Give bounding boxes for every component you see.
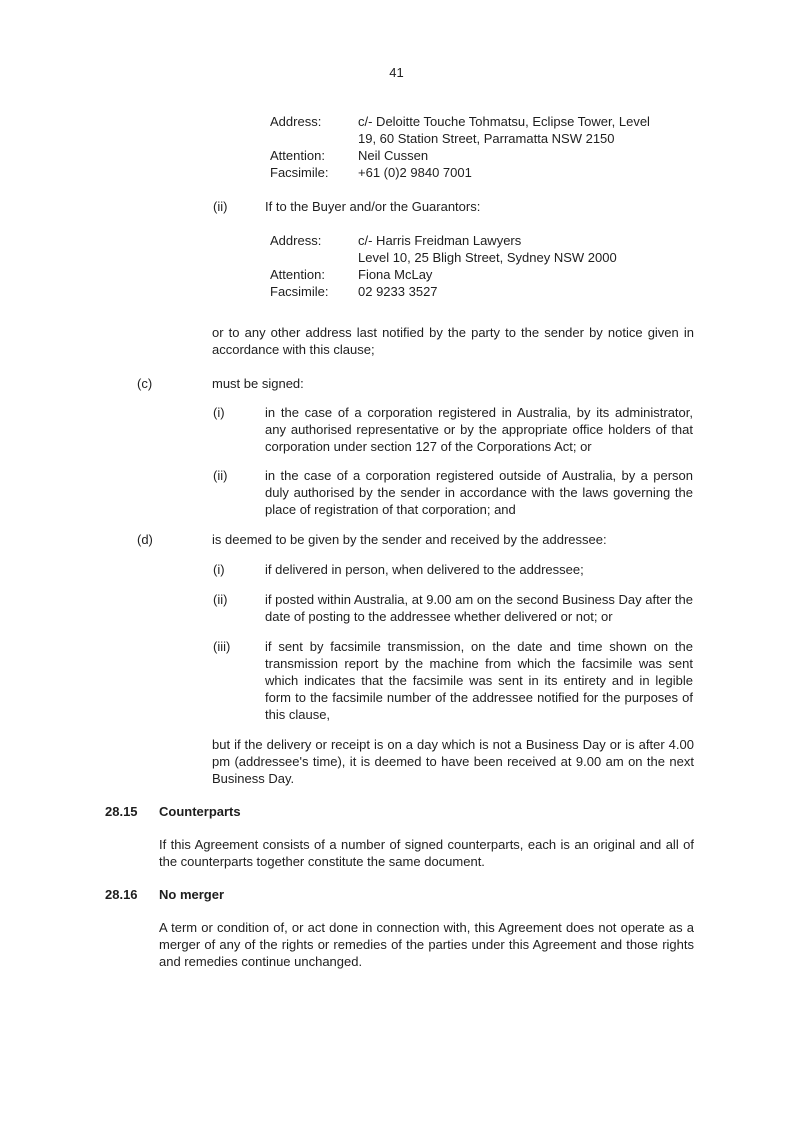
- attention-value: Fiona McLay: [358, 267, 433, 282]
- section-number: 28.16: [105, 887, 138, 902]
- clause-text: must be signed:: [212, 376, 304, 391]
- clause-c: [105, 375, 693, 392]
- clause-d-item-iii: [105, 638, 693, 723]
- notice-address-block-seller: [270, 113, 693, 181]
- address-label: [270, 249, 358, 266]
- section-title: No merger: [159, 887, 225, 902]
- list-text: in the case of a corporation registered outside of Australia, by a person duly authorised by the sender in accordance with the laws governing the place of registration of that corporation; and: [265, 468, 693, 517]
- list-marker: (ii): [213, 468, 228, 483]
- list-marker: (iii): [213, 639, 231, 654]
- attention-row: [270, 147, 693, 164]
- facsimile-row: [270, 164, 693, 181]
- address-label: [270, 130, 358, 147]
- page-number: 41: [389, 65, 404, 80]
- facsimile-value: +61 (0)2 9840 7001: [358, 165, 472, 180]
- address-value: Level 10, 25 Bligh Street, Sydney NSW 2000: [358, 250, 617, 265]
- address-value: c/- Deloitte Touche Tohmatsu, Eclipse Tower, Level: [358, 114, 650, 129]
- attention-row: [270, 266, 693, 283]
- facsimile-label: Facsimile:: [270, 284, 329, 299]
- section-number: 28.15: [105, 804, 138, 819]
- facsimile-label: Facsimile:: [270, 165, 329, 180]
- clause-marker: (d): [137, 532, 153, 547]
- address-row: [270, 113, 693, 130]
- address-label: Address:: [270, 233, 322, 248]
- attention-label: Attention:: [270, 148, 325, 163]
- address-row: [270, 249, 693, 266]
- clause-d-tail-paragraph: but if the delivery or receipt is on a day which is not a Business Day or is after 4.00 pm (addressee's time), it is deemed to have been received at 9.00 am on the next Business Day.: [212, 737, 694, 786]
- address-value: 19, 60 Station Street, Parramatta NSW 2150: [358, 131, 615, 146]
- notice-recipient-item-buyer: [105, 198, 693, 215]
- list-marker: (ii): [213, 199, 228, 214]
- list-marker: (i): [213, 562, 225, 577]
- clause-d-item-i: [105, 561, 693, 578]
- list-text: if sent by facsimile transmission, on the date and time shown on the transmission report by the machine from which the facsimile was sent which indicates that the facsimile was sent in its entirety and in legible form to the facsimile number of the addressee notified for the purposes of this clause,: [265, 639, 693, 722]
- address-row: [270, 130, 693, 147]
- clause-c-item-ii: [105, 467, 693, 518]
- clause-d-item-ii: [105, 591, 693, 625]
- section-body-no-merger: A term or condition of, or act done in connection with, this Agreement does not operate as a merger of any of the rights or remedies of the parties under this Agreement and those rights and remedies continue unchanged.: [159, 920, 694, 969]
- clause-text: is deemed to be given by the sender and received by the addressee:: [212, 532, 607, 547]
- section-title: Counterparts: [159, 804, 241, 819]
- section-heading-counterparts: [105, 803, 693, 820]
- clause-marker: (c): [137, 376, 153, 391]
- section-body-counterparts: If this Agreement consists of a number of signed counterparts, each is an original and all of the counterparts together constitute the same document.: [159, 837, 694, 869]
- list-marker: (ii): [213, 592, 228, 607]
- list-text: If to the Buyer and/or the Guarantors:: [265, 199, 481, 214]
- address-label: Address:: [270, 114, 322, 129]
- list-text: if delivered in person, when delivered to the addressee;: [265, 562, 584, 577]
- address-value: c/- Harris Freidman Lawyers: [358, 233, 522, 248]
- clause-d: [105, 531, 693, 548]
- list-text: in the case of a corporation registered in Australia, by its administrator, any authorised representative or by the appropriate office holders of that corporation under section 127 of the Corporations Act; or: [265, 405, 693, 454]
- attention-label: Attention:: [270, 267, 325, 282]
- facsimile-value: 02 9233 3527: [358, 284, 438, 299]
- clause-c-item-i: [105, 404, 693, 455]
- address-row: [270, 232, 693, 249]
- section-heading-no-merger: [105, 886, 693, 903]
- list-marker: (i): [213, 405, 225, 420]
- notice-address-block-buyer: [270, 232, 693, 300]
- attention-value: Neil Cussen: [358, 148, 429, 163]
- list-text: if posted within Australia, at 9.00 am on the second Business Day after the date of posting to the addressee whether delivered or not; or: [265, 592, 693, 624]
- page-content: [105, 113, 693, 970]
- facsimile-row: [270, 283, 693, 300]
- other-address-paragraph: or to any other address last notified by the party to the sender by notice given in accordance with this clause;: [212, 325, 694, 357]
